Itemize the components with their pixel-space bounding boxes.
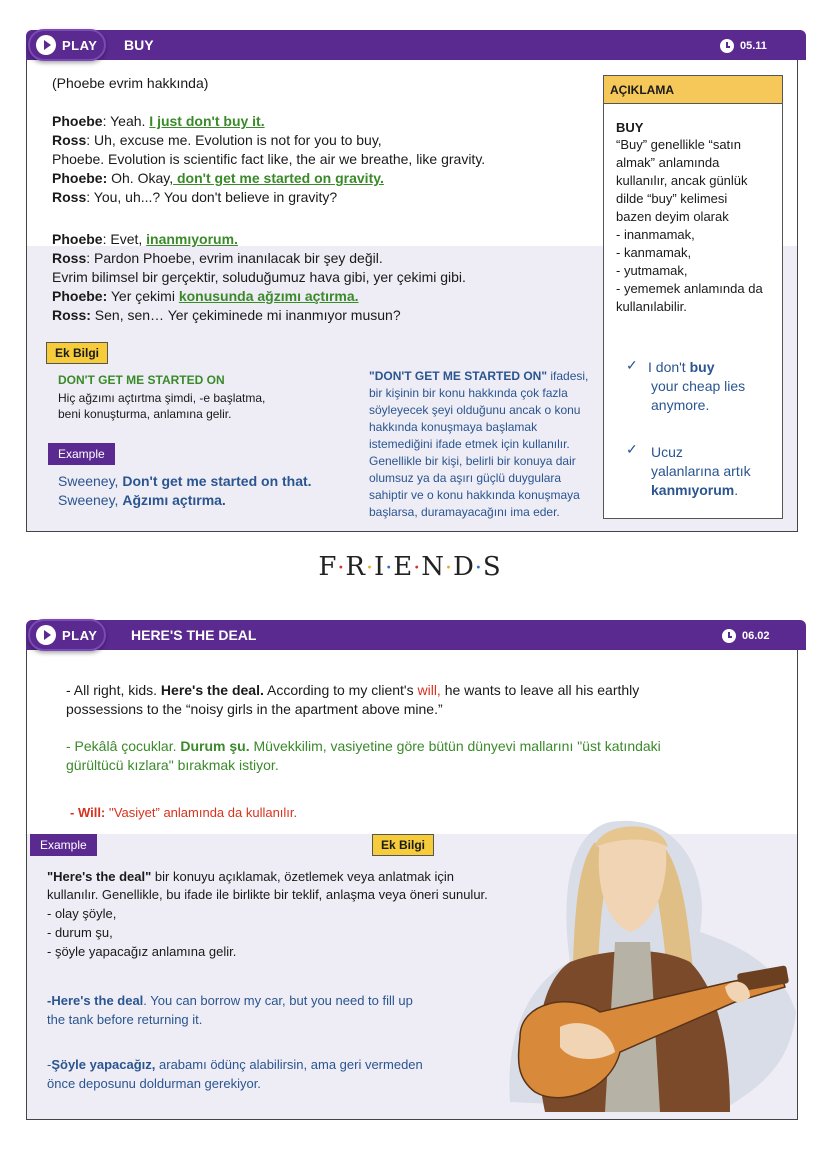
play-label: PLAY [62, 37, 98, 53]
definition: kullanılır. Genellikle, bu ifade ile birlikte bir teklif, anlaşma veya öneri sunulur. [47, 887, 488, 902]
aciklama-text: - yutmamak, [616, 263, 688, 278]
quote-tr: - Pekâlâ çocuklar. Durum şu. Müvekkilim, vasiyetine göre bütün dünyevi mallarını "üst katındaki [66, 738, 661, 754]
dialog-line: Ross: Pardon Phoebe, evrim inanılacak bir şey değil. [52, 250, 383, 266]
aciklama-text: dilde “buy” kelimesi [616, 191, 728, 206]
dialog-line: Phoebe. Evolution is scientific fact like, the air we breathe, like gravity. [52, 151, 486, 167]
play-button[interactable] [28, 29, 106, 61]
aciklama-example: I don't buy [648, 359, 715, 375]
aciklama-text: kullanılabilir. [616, 299, 687, 314]
ek-bilgi-tag: Ek Bilgi [46, 342, 108, 364]
quote-tr: gürültücü kızlara" bırakmak istiyor. [66, 757, 279, 773]
phrase-note: Genellikle bir kişi, belirli bir konuya dair [369, 454, 576, 468]
phrase-note: söyleyecek şeyi olduğunu ancak o konu [369, 403, 581, 417]
clock-icon [722, 629, 736, 643]
section-title: HERE'S THE DEAL [131, 627, 257, 643]
phrase-note: istemediğini ifade etmek için kullanılır. [369, 437, 570, 451]
phrase-definition: Hiç ağzımı açtırtma şimdi, -e başlatma, [58, 391, 266, 405]
dialog-line: Phoebe: Yer çekimi konusunda ağzımı açtırma. [52, 288, 359, 304]
timestamp-label: 06.02 [742, 630, 770, 642]
phrase-note: bir kişinin bir konu hakkında çok fazla [369, 386, 568, 400]
definition: "Here's the deal" bir konuyu açıklamak, özetlemek veya anlatmak için [47, 869, 455, 884]
example-tag: Example [30, 834, 97, 856]
phrase-note: olumsuz ya da aşırı güçlü duygulara [369, 471, 562, 485]
definition: - durum şu, [47, 925, 113, 940]
aciklama-text: “Buy” genellikle “satın [616, 137, 741, 152]
phrase-note: "DON'T GET ME STARTED ON" ifadesi, [369, 369, 589, 383]
aciklama-text: - inanmamak, [616, 227, 695, 242]
phrase-title: DON'T GET ME STARTED ON [58, 373, 225, 387]
aciklama-example: anymore. [651, 397, 710, 413]
dialog-line: Evrim bilimsel bir gerçektir, soluduğumuz hava gibi, yer çekimi gibi. [52, 269, 466, 285]
dialog-line: Ross: Uh, excuse me. Evolution is not for you to buy, [52, 132, 382, 148]
quote-en: - All right, kids. Here's the deal. According to my client's will, he wants to leave all his earthly [66, 682, 640, 698]
scene-context: (Phoebe evrim hakkında) [52, 75, 209, 91]
play-button[interactable] [28, 619, 106, 651]
friends-logo: F·R·I·E·N·D·S [318, 552, 502, 582]
phrase-note: sahiptir ve o konu hakkında konuşmaya [369, 488, 580, 502]
definition: - şöyle yapacağız anlamına gelir. [47, 944, 237, 959]
dialog-line: Phoebe: Oh. Okay, don't get me started on gravity. [52, 170, 384, 186]
aciklama-example: Ucuz [651, 444, 683, 460]
section-title: BUY [124, 37, 154, 53]
example-en: the tank before returning it. [47, 1012, 203, 1027]
dialog-line: Phoebe: Yeah. I just don't buy it. [52, 113, 265, 129]
aciklama-text: kullanılır, ancak günlük [616, 173, 748, 188]
check-icon: ✓ [626, 441, 638, 457]
play-label: PLAY [62, 627, 98, 643]
aciklama-example: yalanlarına artık [651, 463, 751, 479]
dialog-line: Ross: Sen, sen… Yer çekiminede mi inanmıyor musun? [52, 307, 401, 323]
example-tag: Example [48, 443, 115, 465]
clock-icon [720, 39, 734, 53]
phrase-note: başlarsa, duramayacağını ima eder. [369, 505, 560, 519]
aciklama-text: almak” anlamında [616, 155, 720, 170]
timestamp-label: 05.11 [740, 40, 767, 52]
aciklama-example: kanmıyorum. [651, 482, 739, 498]
example-en: -Here's the deal. You can borrow my car, but you need to fill up [47, 993, 413, 1008]
will-note: - Will: ''Vasiyet” anlamında da kullanılır. [70, 805, 298, 820]
dialog-line: Ross: You, uh...? You don't believe in gravity? [52, 189, 338, 205]
definition: - olay şöyle, [47, 906, 117, 921]
example-tr: -Şöyle yapacağız, arabamı ödünç alabilirsin, ama geri vermeden [47, 1057, 423, 1072]
example-line: Sweeney, Ağzımı açtırma. [58, 492, 226, 508]
example-tr: önce deposunu doldurman gerekiyor. [47, 1076, 261, 1091]
aciklama-example: your cheap lies [651, 378, 746, 394]
phoebe-guitar-illustration [500, 812, 800, 1118]
phrase-definition: beni konuşturma, anlamına gelir. [58, 407, 232, 421]
aciklama-text: - yememek anlamında da [616, 281, 763, 296]
dialog-line: Phoebe: Evet, inanmıyorum. [52, 231, 238, 247]
example-line: Sweeney, Don't get me started on that. [58, 473, 312, 489]
aciklama-header: AÇIKLAMA [604, 76, 782, 104]
aciklama-text: bazen deyim olarak [616, 209, 729, 224]
quote-en: possessions to the “noisy girls in the apartment above mine.” [66, 701, 443, 717]
phrase-note: hakkında konuşmaya başlamak [369, 420, 538, 434]
timestamp [720, 39, 767, 53]
check-icon: ✓ [626, 357, 638, 373]
timestamp [722, 629, 770, 643]
ek-bilgi-tag: Ek Bilgi [372, 834, 434, 856]
aciklama-word: BUY [616, 120, 644, 135]
play-icon [36, 625, 56, 645]
play-icon [36, 35, 56, 55]
aciklama-text: - kanmamak, [616, 245, 692, 260]
